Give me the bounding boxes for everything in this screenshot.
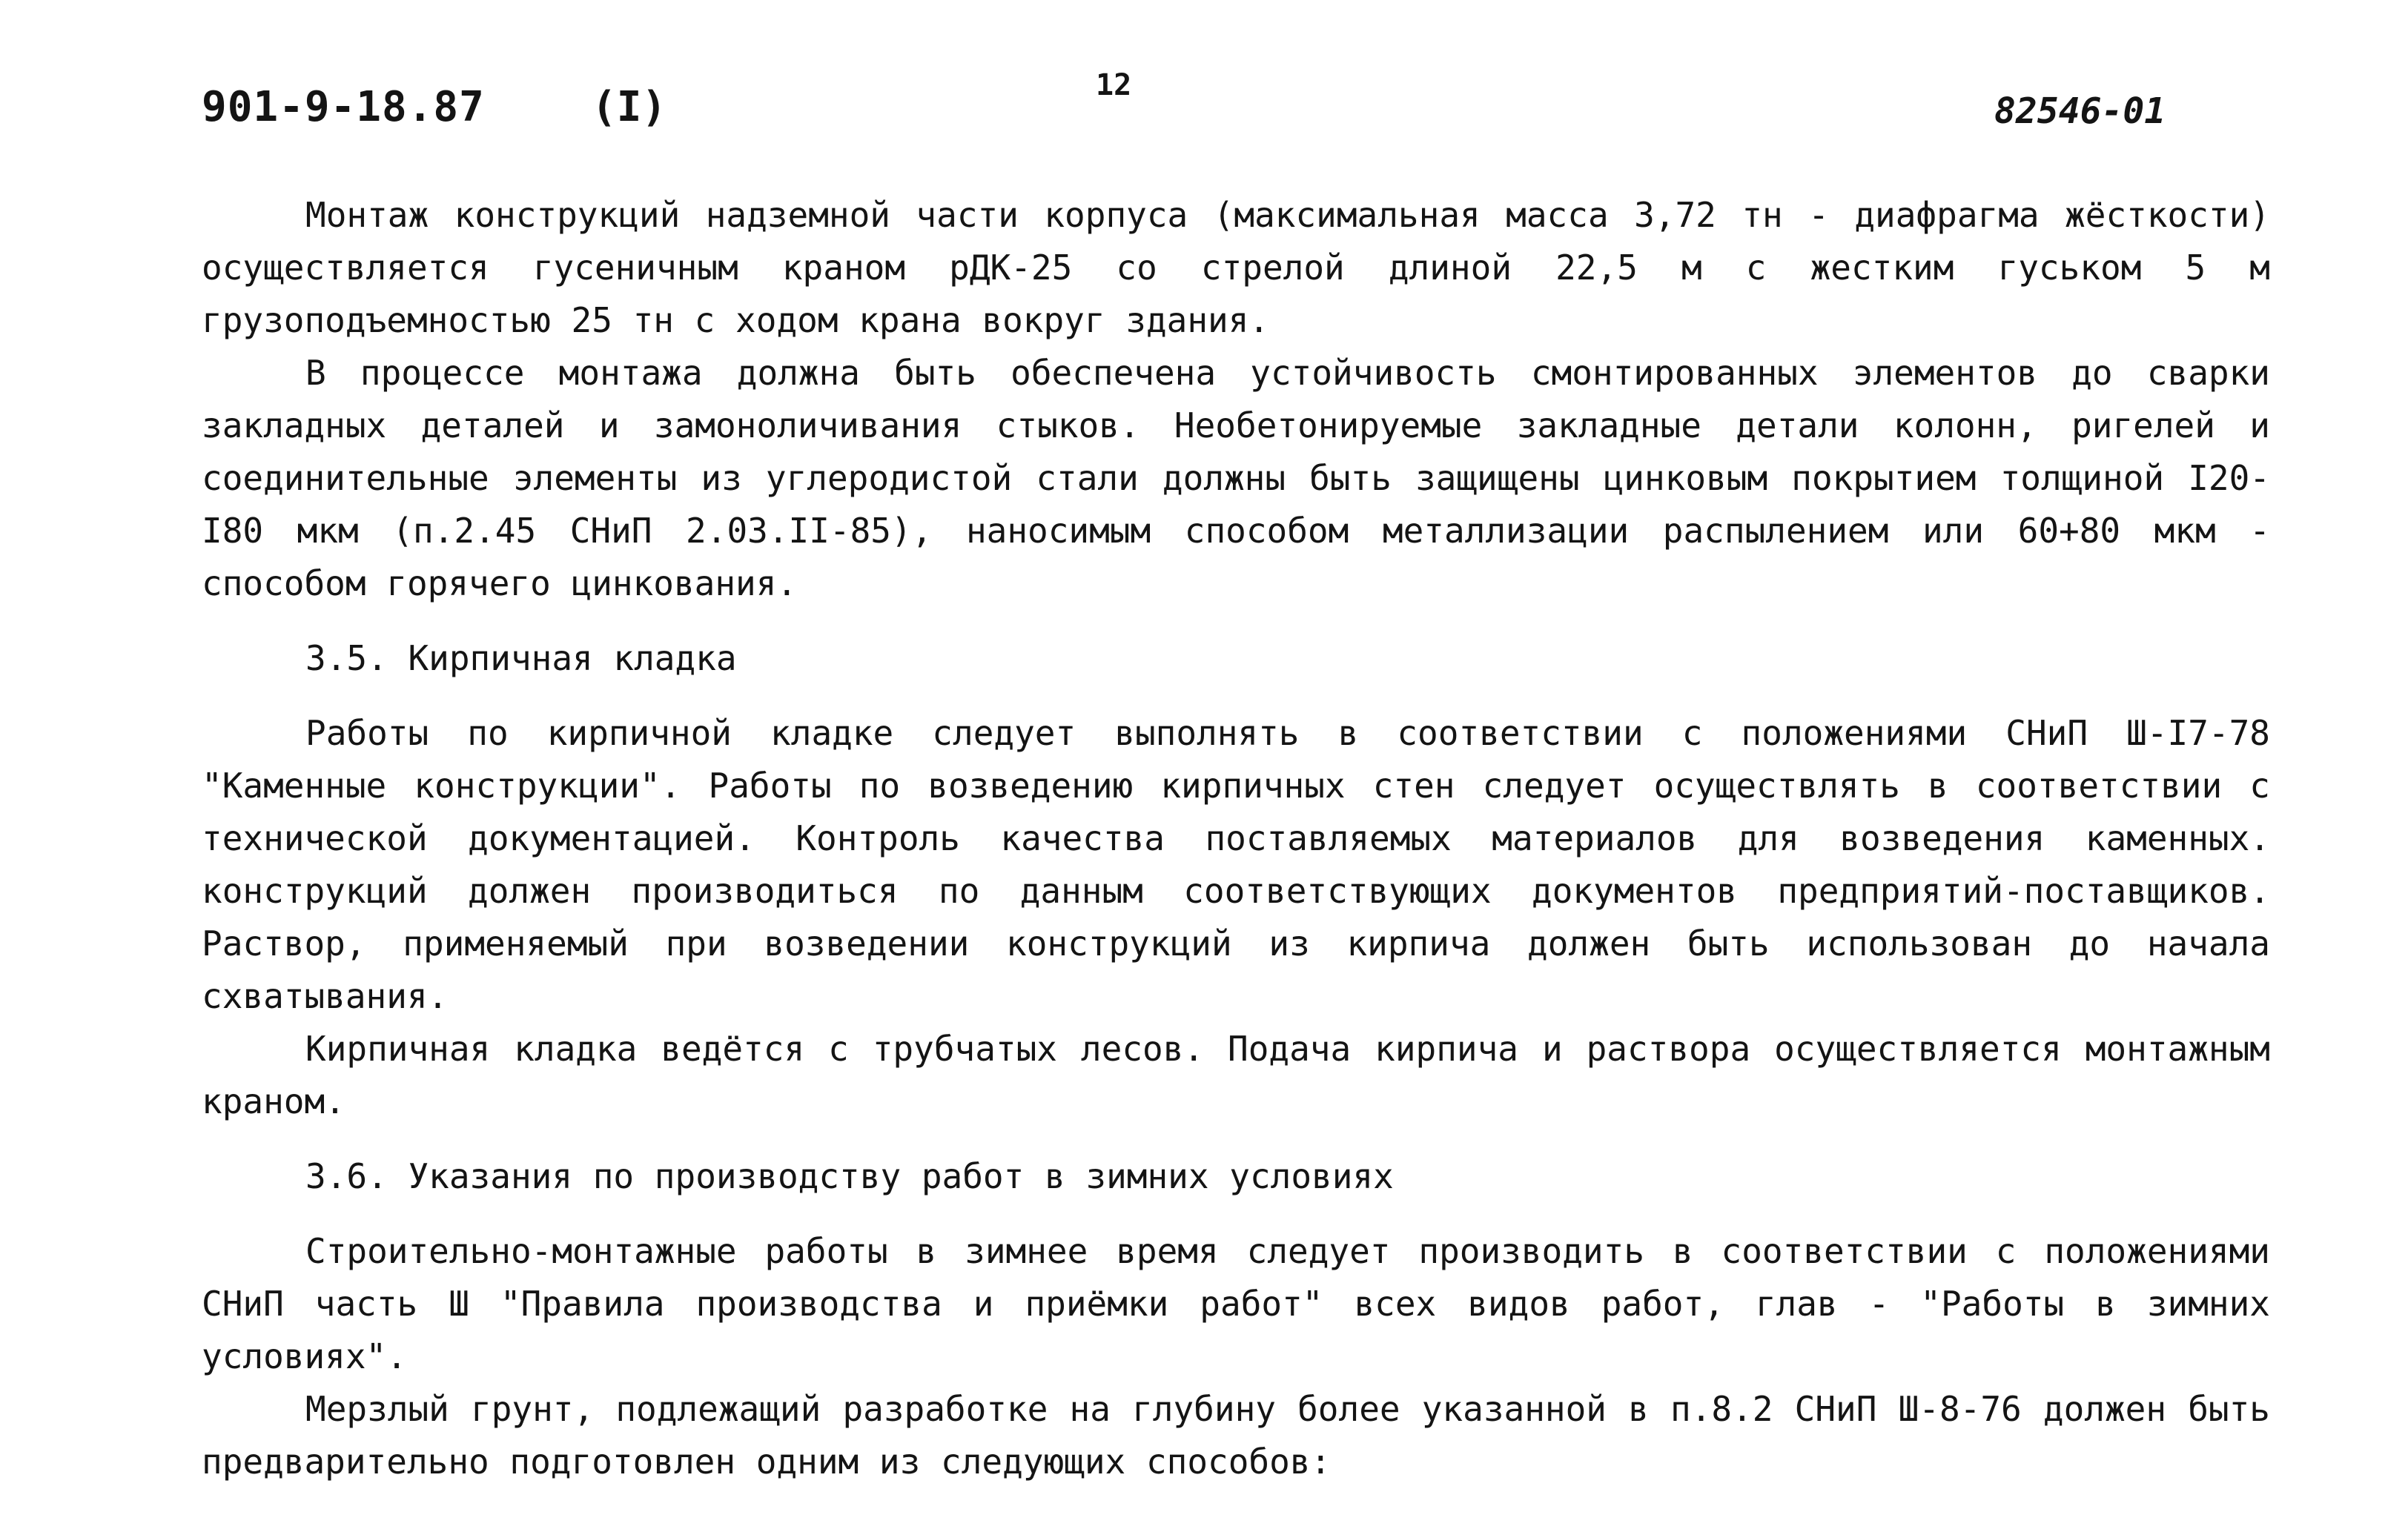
paragraph-winter-regulations: Строительно-монтажные работы в зимнее время следует производить в соответствии с положениями СНиП часть Ш "Правила производства и приёмки работ" всех видов работ, глав - "Работы в зимних условиях". [202,1231,2270,1376]
volume-number: (I) [592,83,667,131]
page-number: 12 [1096,68,1132,102]
paragraph-brickwork-rules: Работы по кирпичной кладке следует выполнять в соответствии с положениями СНиП Ш-I7-78 "Каменные конструкции". Работы по возведению кирпичных стен следует осуществлять в соответствии с технической документацией. Контроль качества поставляемых материалов для возведения каменных. конструкций должен производиться по данным соответствующих документов предприятий-поставщиков. Раствор, применяемый при возведении конструкций из кирпича должен быть использован до начала схватывания. [202,713,2270,1016]
page-header [0,0,2408,163]
inventory-number: 82546-01 [1994,90,2166,132]
section-heading-winter-works: 3.6. Указания по производству работ в зимних условиях [305,1156,1394,1196]
paragraph-stability-and-coating: В процессе монтажа должна быть обеспечена устойчивость смонтированных элементов до сварки закладных деталей и замоноличивания стыков. Необетонируемые закладные детали колонн, ригелей и соединительные элементы из углеродистой стали должны быть защищены цинковым покрытием толщиной I20-I80 мкм (п.2.45 СНиП 2.03.II-85), наносимым способом металлизации распылением или 60+80 мкм - способом горячего цинкования. [202,353,2270,603]
document-code: 901-9-18.87 [202,83,485,131]
section-heading-brickwork: 3.5. Кирпичная кладка [305,638,737,678]
document-body [202,189,2270,1488]
paragraph-scaffolding: Кирпичная кладка ведётся с трубчатых лесов. Подача кирпича и раствора осуществляется монтажным краном. [202,1029,2270,1121]
paragraph-frozen-ground: Мерзлый грунт, подлежащий разработке на глубину более указанной в п.8.2 СНиП Ш-8-76 должен быть предварительно подготовлен одним из следующих способов: [202,1389,2270,1482]
paragraph-crane-installation: Монтаж конструкций надземной части корпуса (максимальная масса 3,72 тн - диафрагма жёсткости) осуществляется гусеничным краном рДК-25 со стрелой длиной 22,5 м с жестким гуськом 5 м грузоподъемностью 25 тн с ходом крана вокруг здания. [202,195,2270,340]
